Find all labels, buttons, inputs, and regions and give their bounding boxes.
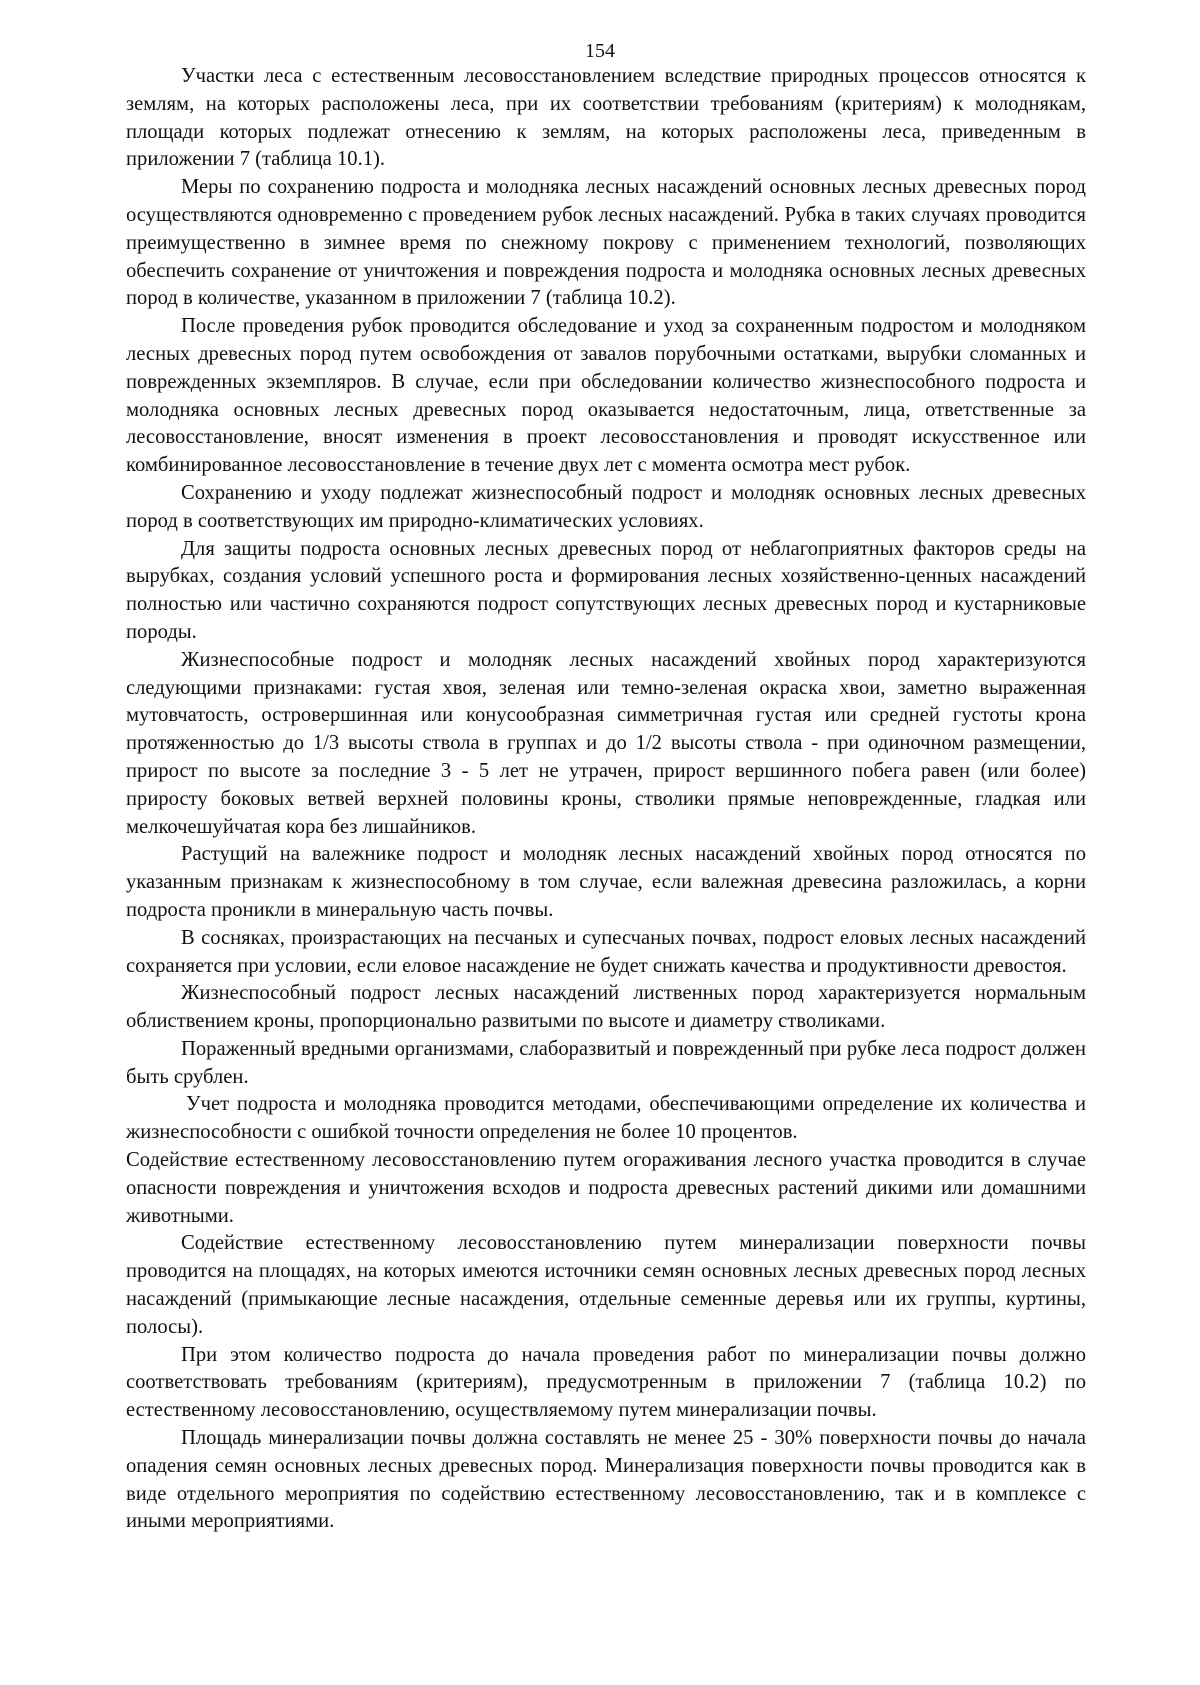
paragraph-mineralization: Содействие естественному лесовосстановлению путем минерализации поверхности почвы проводится на площадях, на которых имеются источники семян основных лесных древесных пород лесных насаждений (примыкающие лесные насаждения, отдельные семенные деревья или их группы, куртины, полосы). <box>126 1232 1086 1338</box>
paragraph-accounting: Учет подроста и молодняка проводится методами, обеспечивающими определение их количества и жизнеспособности с ошибкой точности определения не более 10 процентов. <box>126 1093 1086 1144</box>
paragraph-deciduous-signs: Жизнеспособный подрост лесных насаждений лиственных пород характеризуется нормальным облиствением кроны, пропорционально развитыми по высоте и диаметру стволиками. <box>126 982 1086 1033</box>
paragraph-damaged-growth: Пораженный вредными организмами, слаборазвитый и поврежденный при рубке леса подрост должен быть срублен. <box>126 1037 1086 1088</box>
paragraph-preservation-measures: Меры по сохранению подроста и молодняка лесных насаждений основных лесных древесных пород осуществляются одновременно с проведением рубок лесных насаждений. Рубка в таких случаях проводится преимущественно в зимнее время по снежному покрову с применением технологий, позволяющих обеспечить сохранение от уничтожения и повреждения подроста и молодняка основных лесных древесных пород в количестве, указанном в приложении 7 (таблица 10.2). <box>126 176 1086 310</box>
paragraph-deadwood-growth: Растущий на валежнике подрост и молодняк лесных насаждений хвойных пород относятся по указанным признакам к жизнеспособному в том случае, если валежная древесина разложилась, а корни подроста проникли в минеральную часть почвы. <box>126 843 1086 921</box>
paragraph-pine-forests: В сосняках, произрастающих на песчаных и супесчаных почвах, подрост еловых лесных насаждений сохраняется при условии, если еловое насаждение не будет снижать качества и продуктивности древостоя. <box>126 926 1086 977</box>
body-text <box>126 63 1086 1536</box>
paragraph-fencing: Содействие естественному лесовосстановлению путем огораживания лесного участка проводится в случае опасности повреждения и уничтожения всходов и подроста древесных растений дикими или домашними животными. <box>126 1149 1086 1227</box>
paragraph-mineralization-area: Площадь минерализации почвы должна составлять не менее 25 - 30% поверхности почвы до начала опадения семян основных лесных древесных пород. Минерализация поверхности почвы проводится как в виде отдельного мероприятия по содействию естественному лесовосстановлению, так и в комплексе с иными мероприятиями. <box>126 1427 1086 1533</box>
paragraph-conifer-signs: Жизнеспособные подрост и молодняк лесных насаждений хвойных пород характеризуются следующими признаками: густая хвоя, зеленая или темно-зеленая окраска хвои, заметно выраженная мутовчатость, островершинная или конусообразная симметричная густая или средней густоты крона протяженностью до 1/3 высоты ствола в группах и до 1/2 высоты ствола - при одиночном размещении, прирост по высоте за последние 3 - 5 лет не утрачен, прирост вершинного побега равен (или более) приросту боковых ветвей верхней половины кроны, стволики прямые неповрежденные, гладкая или мелкочешуйчатая кора без лишайников. <box>126 648 1086 838</box>
paragraph-post-cutting-survey: После проведения рубок проводится обследование и уход за сохраненным подростом и молодняком лесных древесных пород путем освобождения от завалов порубочными остатками, вырубки сломанных и поврежденных экземпляров. В случае, если при обследовании количество жизнеспособного подроста и молодняка основных лесных древесных пород оказывается недостаточным, лица, ответственные за лесовосстановление, вносят изменения в проект лесовосстановления и проводят искусственное или комбинированное лесовосстановление в течение двух лет с момента осмотра мест рубок. <box>126 315 1086 477</box>
paragraph-mineralization-requirements: При этом количество подроста до начала проведения работ по минерализации почвы должно соответствовать требованиям (критериям), предусмотренным в приложении 7 (таблица 10.2) по естественному лесовосстановлению, осуществляемому путем минерализации почвы. <box>126 1343 1086 1422</box>
paragraph-protection: Для защиты подроста основных лесных древесных пород от неблагоприятных факторов среды на вырубках, создания условий успешного роста и формирования лесных хозяйственно-ценных насаждений полностью или частично сохраняются подрост сопутствующих лесных древесных пород и кустарниковые породы. <box>126 537 1086 643</box>
paragraph-natural-regeneration: Участки леса с естественным лесовосстановлением вследствие природных процессов относятся к землям, на которых расположены леса, при их соответствии требованиям (критериям) к молоднякам, площади которых подлежат отнесению к землям, на которых расположены леса, приведенным в приложении 7 (таблица 10.1). <box>126 65 1086 171</box>
page-number: 154 <box>585 40 615 62</box>
paragraph-care-subject: Сохранению и уходу подлежат жизнеспособный подрост и молодняк основных лесных древесных пород в соответствующих им природно-климатических условиях. <box>126 481 1086 532</box>
